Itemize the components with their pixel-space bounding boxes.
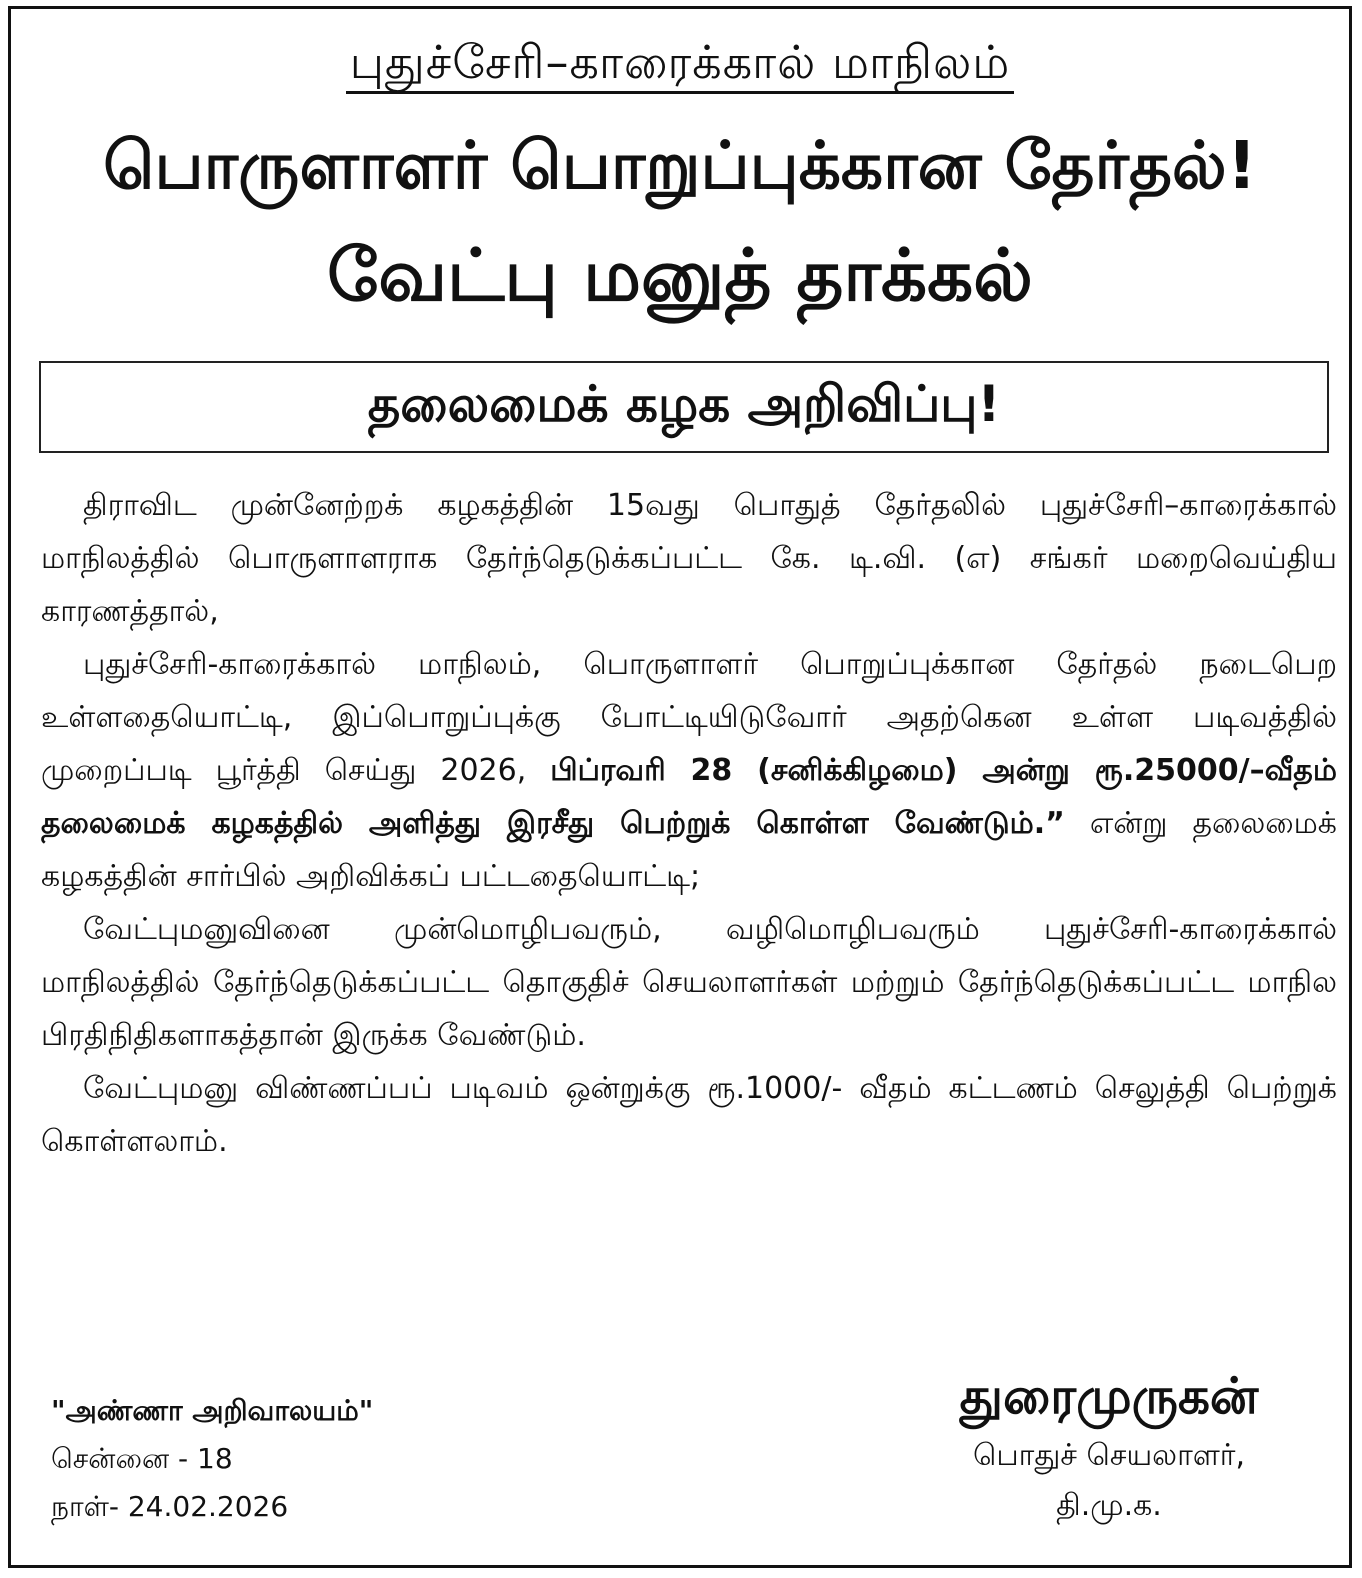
- notice-date: நாள்- 24.02.2026: [51, 1490, 289, 1523]
- paragraph-2: [41, 638, 1337, 903]
- paragraph-1: திராவிட முன்னேற்றக் கழகத்தின் 15வது பொதுத் தேர்தலில் புதுச்சேரி–காரைக்கால் மாநிலத்தில் பொருளாளராக தேர்ந்தெடுக்கப்பட்ட கே. டி.வி. (எ) சங்கர் மறைவெய்திய காரணத்தால்,: [41, 488, 1337, 629]
- city: சென்னை - 18: [51, 1442, 233, 1475]
- state-title-text: புதுச்சேரி–காரைக்கால் மாநிலம்: [346, 35, 1015, 94]
- notice-frame: [8, 6, 1352, 1568]
- notice-label-box: [39, 361, 1329, 453]
- state-title: [11, 35, 1349, 96]
- paragraph-3: வேட்புமனுவினை முன்மொழிபவரும், வழிமொழிபவரும் புதுச்சேரி-காரைக்கால் மாநிலத்தில் தேர்ந்தெடுக்கப்பட்ட தொகுதிச் செயலாளர்கள் மற்றும் தேர்ந்தெடுக்கப்பட்ட மாநில பிரதிநிதிகளாகத்தான் இருக்க வேண்டும்.: [41, 912, 1337, 1053]
- paragraph-2-text-b: என்று தலைமைக் கழகத்தின் சார்பில் அறிவிக்கப் பட்டதையொட்டி;: [41, 806, 1337, 894]
- footer-signature: [909, 1361, 1309, 1531]
- paragraph-2-emphasis: பிப்ரவரி 28 (சனிக்கிழமை) அன்று ரூ.25000/–வீதம் தலைமைக் கழகத்தில் அளித்து இரசீது பெற்றுக் கொள்ள வேண்டும்.”: [41, 753, 1337, 841]
- announcement-body: [41, 479, 1337, 1168]
- paragraph-4: வேட்புமனு விண்ணப்பப் படிவம் ஒன்றுக்கு ரூ.1000/- வீதம் கட்டணம் செலுத்தி பெற்றுக் கொள்ளலாம்.: [41, 1071, 1337, 1159]
- headline-nomination: வேட்பு மனுத் தாக்கல்: [327, 233, 1033, 317]
- headline-election: பொருளாளர் பொறுப்புக்கான தேர்தல்!: [103, 127, 1257, 204]
- signer-name: துரைமுருகன்: [959, 1367, 1259, 1425]
- office-name: "அண்ணா அறிவாலயம்": [51, 1394, 374, 1427]
- paragraph-2-text-a: புதுச்சேரி-காரைக்கால் மாநிலம், பொருளாளர் பொறுப்புக்கான தேர்தல் நடைபெற உள்ளதையொட்டி, இப்பொறுப்புக்கு போட்டியிடுவோர் அதற்கென உள்ள படிவத்தில் முறைப்படி பூர்த்தி செய்து 2026,: [41, 647, 1337, 788]
- notice-label: தலைமைக் கழக அறிவிப்பு!: [367, 374, 1001, 433]
- party-name: தி.மு.க.: [1056, 1488, 1162, 1523]
- footer-address: [51, 1387, 373, 1531]
- signer-designation: பொதுச் செயலாளர்,: [972, 1438, 1246, 1473]
